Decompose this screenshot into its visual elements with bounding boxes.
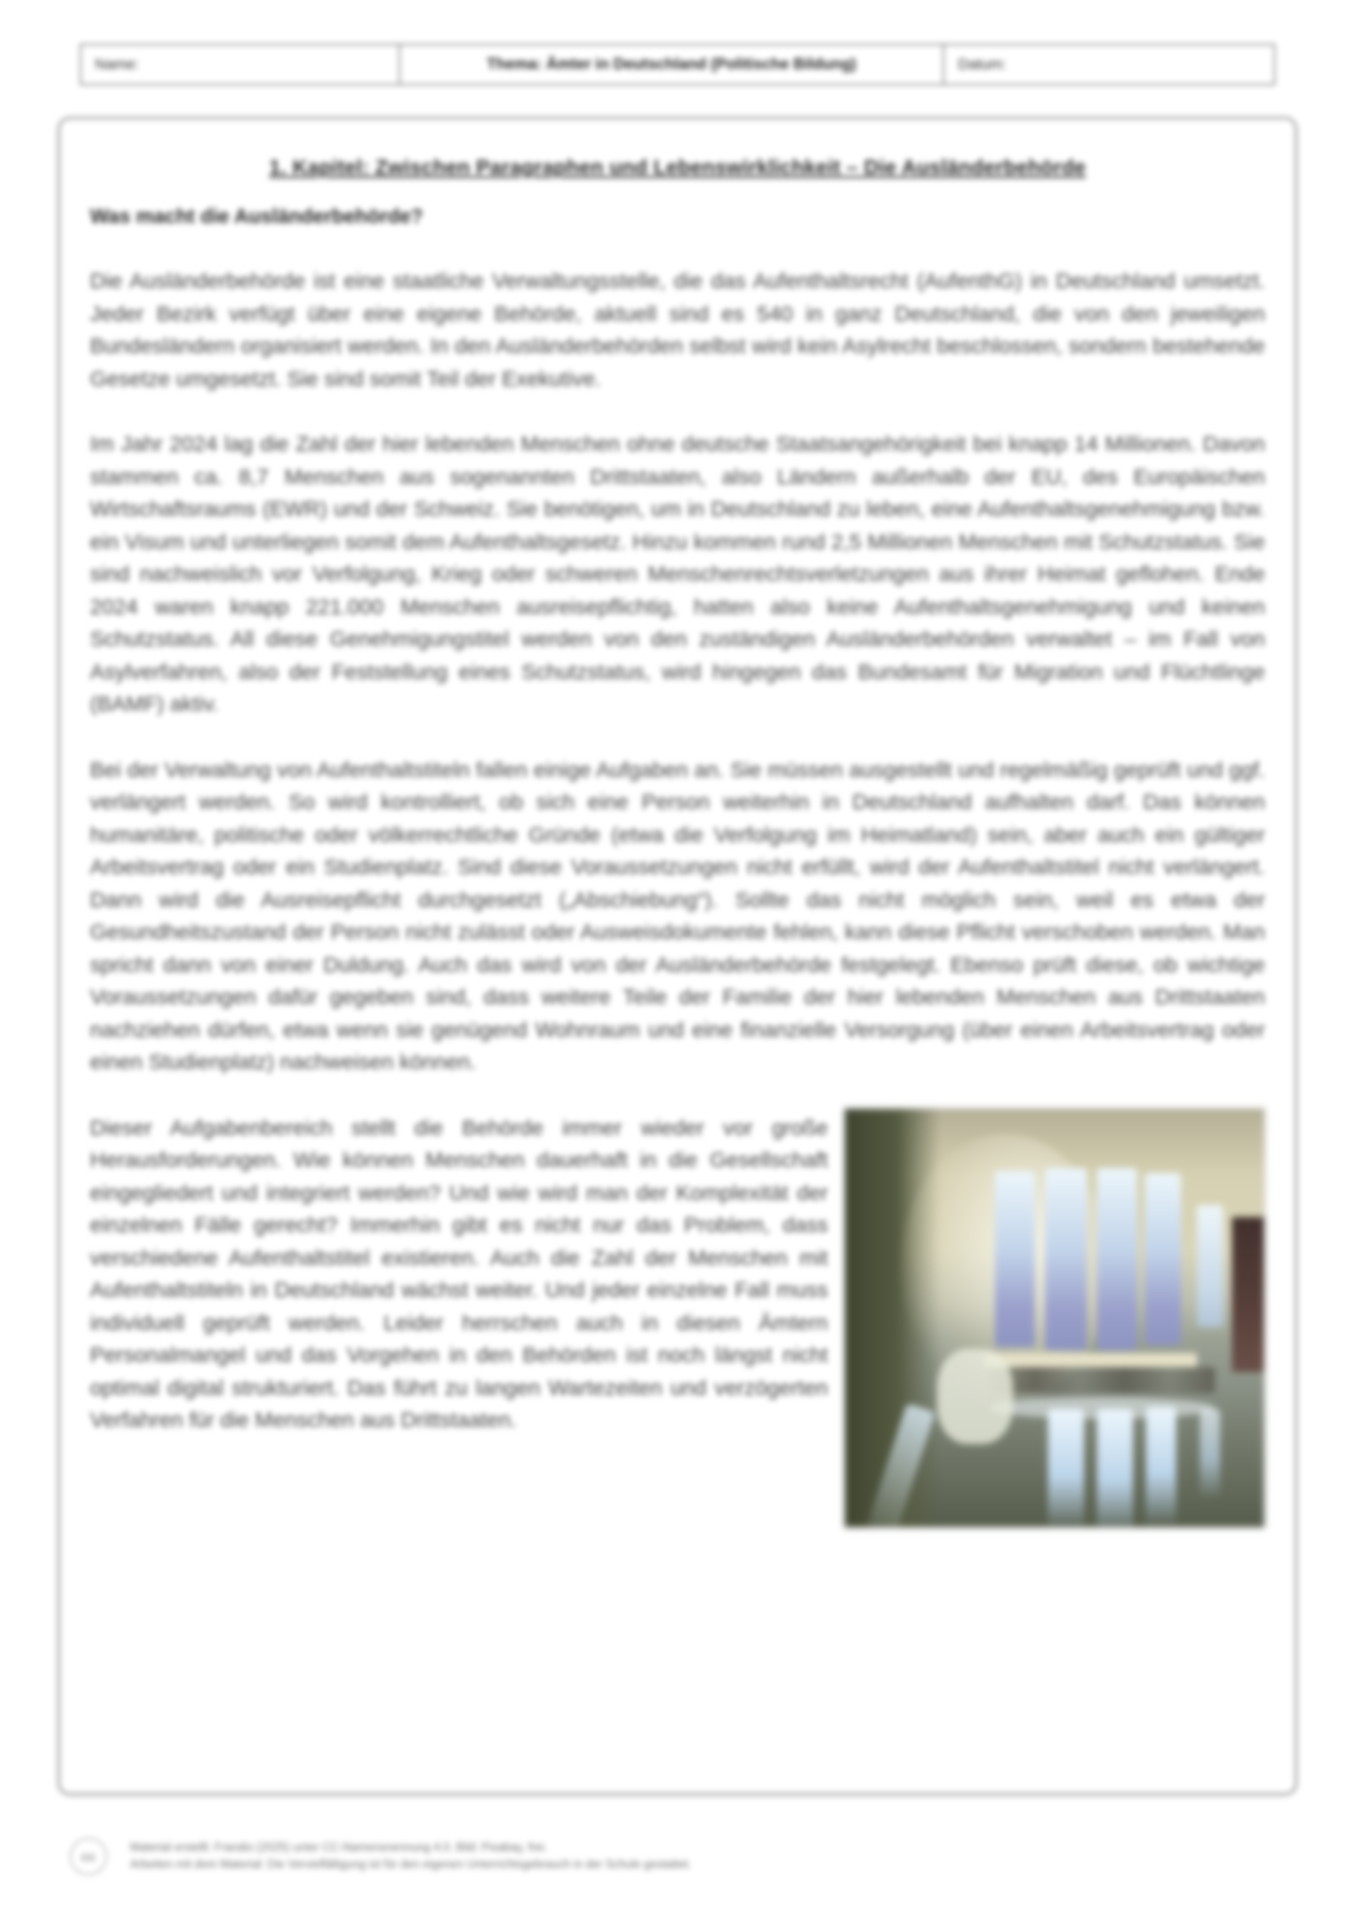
photo-door [1232,1217,1264,1372]
header-date-cell: Datum: [958,56,1007,73]
photo-wall-glow [937,1349,1013,1444]
header-name-cell: Name: [95,56,140,73]
photo-reflection-3 [1146,1407,1176,1527]
chapter-title: 1. Kapitel: Zwischen Paragraphen und Lebenswirklichkeit – Die Ausländerbehörde [269,156,1086,179]
cc-license-icon: cc [70,1838,107,1875]
photo-reflection-2 [1097,1409,1133,1528]
paragraph-4-with-photo [90,1112,1265,1437]
photo-window-3 [1097,1168,1137,1350]
paragraph-4: Dieser Aufgabenbereich stellt die Behörde immer wieder vor große Herausforderungen. Wie können Menschen dauerhaft in die Gesellschaft eingegliedert und integriert werden? Und wie wird man der Komplexität der einzelnen Fälle gerecht? Immerhin gibt es nicht nur das Problem, dass verschiedene Aufenthaltstitel existieren. Auch die Zahl der Menschen mit Aufenthaltstiteln in Deutschland wächst weiter. Und jeder einzelne Fall muss individuell geprüft werden. Leider herrschen auch in diesen Ämtern Personalmangel und das Vorgehen in den Behörden ist noch längst nicht optimal digital strukturiert. Das führt zu langen Wartezeiten und verzögerten Verfahren für die Menschen aus Drittstaaten. [90,1115,828,1432]
photo-window-4 [1145,1173,1181,1345]
waiting-room-photo [844,1108,1265,1528]
photo-reflection-1 [1048,1409,1084,1528]
photo-reflection-4 [1200,1409,1220,1499]
footer-line-2: Arbeiten mit dem Material: Die Vervielfältigung ist für den eigenen Unterrichtsgebrauch in der Schule gestattet. [130,1859,692,1871]
photo-window-1 [995,1171,1035,1347]
footer-text [130,1840,691,1874]
paragraph-3: Bei der Verwaltung von Aufenthaltstiteln fallen einige Aufgaben an. Sie müssen ausgestellt und regelmäßig geprüft und ggf. verlängert werden. So wird kontrolliert, ob sich eine Person weiterhin in Deutschland aufhalten darf. Das können humanitäre, politische oder völkerrechtliche Gründe (etwa die Verfolgung im Heimatland) sein, aber auch ein gültiger Arbeitsvertrag oder ein Studienplatz. Sind diese Voraussetzungen nicht erfüllt, wird der Aufenthaltstitel nicht verlängert. Dann wird die Ausreisepflicht durchgesetzt („Abschiebung“). Sollte das nicht möglich sein, weil es etwa der Gesundheitszustand der Person nicht zulässt oder Ausweisdokumente fehlen, kann diese Pflicht verschoben werden. Man spricht dann von einer Duldung. Auch das wird von der Ausländerbehörde festgelegt. Ebenso prüft diese, ob wichtige Voraussetzungen dafür gegeben sind, dass weitere Teile der Familie der hier lebenden Menschen aus Drittstaaten nachziehen dürfen, etwa wenn sie genügend Wohnraum und eine finanzielle Versorgung (über einen Arbeitsvertrag oder einen Studienplatz) nachweisen können. [90,757,1265,1074]
content-text [90,156,1265,1534]
paragraph-2: Im Jahr 2024 lag die Zahl der hier lebenden Menschen ohne deutsche Staatsangehörigkeit bei knapp 14 Millionen. Davon stammen ca. 8,7 Menschen aus sogenannten Drittstaaten, also Ländern außerhalb der EU, des Europäischen Wirtschaftsraums (EWR) und der Schweiz. Sie benötigen, um in Deutschland zu leben, eine Aufenthaltsgenehmigung bzw. ein Visum und unterliegen somit dem Aufenthaltsgesetz. Hinzu kommen rund 2,5 Millionen Menschen mit Schutzstatus. Sie sind nachweislich vor Verfolgung, Krieg oder schweren Menschenrechtsverletzungen aus ihrer Heimat geflohen. Ende 2024 waren knapp 221.000 Menschen ausreisepflichtig, hatten also keine Aufenthaltsgenehmigung und keinen Schutzstatus. All diese Genehmigungstitel werden von den zuständigen Ausländerbehörden verwaltet – im Fall von Asylverfahren, also der Feststellung eines Schutzstatus, wird hingegen das Bundesamt für Migration und Flüchtlinge (BAMF) aktiv. [90,432,1265,716]
paragraph-1: Die Ausländerbehörde ist eine staatliche Verwaltungsstelle, die das Aufenthaltsrecht (AufenthG) in Deutschland umsetzt. Jeder Bezirk verfügt über eine eigene Behörde, aktuell sind es 540 in ganz Deutschland, die von den jeweiligen Bundesländern organisiert werden. In den Ausländerbehörden selbst wird kein Asylrecht beschlossen, sondern bestehende Gesetze umgesetzt. Sie sind somit Teil der Exekutive. [90,269,1265,391]
section-heading: Was macht die Ausländerbehörde? [90,206,424,228]
header-table [80,44,1275,85]
photo-window-right [1197,1205,1223,1327]
photo-chairs-row [990,1367,1215,1393]
footer [0,1836,1357,1906]
photo-window-sill [985,1353,1197,1367]
header-title-cell: Thema: Ämter in Deutschland (Politische Bildung) [399,45,944,84]
photo-window-2 [1045,1168,1087,1350]
footer-line-1: Material erstellt: Frandio (2025) unter CC-Namensnennung 4.0. Bild: Pixabay, frei. [130,1842,548,1854]
